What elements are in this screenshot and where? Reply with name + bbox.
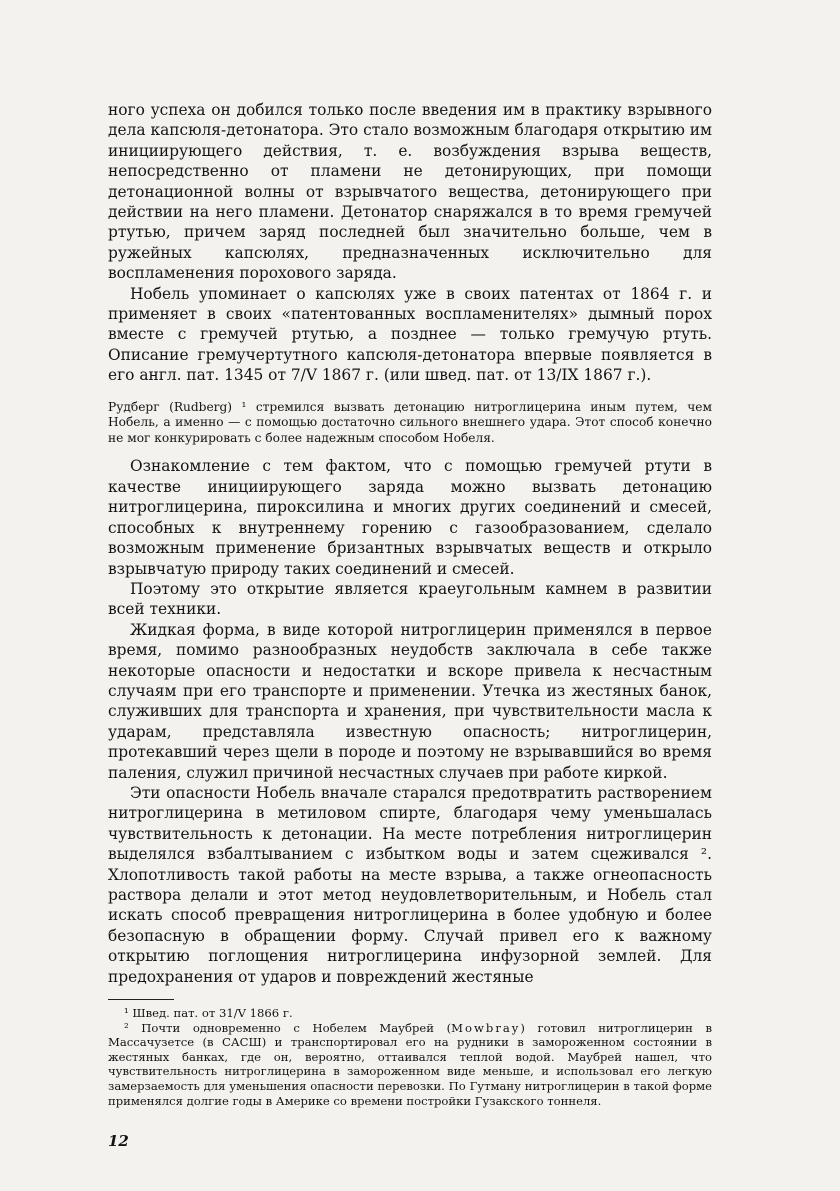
footnote-2-end: ) готовил нитроглицерин в Массачузетсе (в САСШ) и транспортировал его на рудники в замороженном состоянии в жестяных банках, где он, вероятно, оттаивался теплой водой. Маубрей нашел, что чувствительность нитроглицерина в замороженном виде меньше, и использовал его легкую замерзаемость для уменьшения опасности перевозки. По Гутману нитроглицерин в такой форме применялся долгие годы в Америке со времени постройки Гузакского тоннеля. bbox=[108, 1020, 712, 1108]
page-number: 12 bbox=[108, 1132, 129, 1150]
footnote-1: ¹ Швед. пат. от 31/V 1866 г. bbox=[124, 1006, 293, 1021]
paragraph-6: Эти опасности Нобель вначале старался предотвратить растворением нитроглицерина в метиловом спирте, благодаря чему уменьшалась чувствительность к детонации. На месте потребления нитроглицерин выделялся взбалтыванием с избытком воды и затем сцеживался ². Хлопотливость такой работы на месте взрыва, а также огнеопасность раствора делали и этот метод неудовлетворительным, и Нобель стал искать способ превращения нитроглицерина в более удобную и более безопасную в обращении форму. Случай привел его к важному открытию поглощения нитроглицерина инфузорной землей. Для предохранения от ударов и повреждений жестяные bbox=[108, 783, 712, 986]
footnote-divider bbox=[108, 999, 174, 1000]
main-text bbox=[108, 100, 712, 1108]
paragraph-2: Нобель упоминает о капсюлях уже в своих патентах от 1864 г. и применяет в своих «патентованных воспламенителях» дымный порох вместе с гремучей ртутью, а позднее — только гремучую ртуть. Описание гремучертутного капсюля-детонатора впервые появляется в его англ. пат. 1345 от 7/V 1867 г. (или швед. пат. от 13/IX 1867 г.). bbox=[108, 284, 712, 385]
footnote-2-start: ² Почти одновременно с Нобелем Маубрей ( bbox=[124, 1020, 452, 1035]
inset-note: Рудберг (Rudberg) ¹ стремился вызвать детонацию нитроглицерина иным путем, чем Нобель, а именно — с помощью достаточно сильного внешнего удара. Этот способ конечно не мог конкурировать с более надежным способом Нобеля. bbox=[108, 399, 712, 445]
paragraph-3: Ознакомление с тем фактом, что с помощью гремучей ртути в качестве инициирующего заряда можно вызвать детонацию нитроглицерина, пироксилина и многих других соединений и смесей, способных к внутреннему горению с газообразованием, сделало возможным применение бризантных взрывчатых веществ и открыло взрывчатую природу таких соединений и смесей. bbox=[108, 457, 712, 578]
footnote-2-name: Mowbray bbox=[451, 1020, 521, 1035]
paragraph-5: Жидкая форма, в виде которой нитроглицерин применялся в первое время, помимо разнообразных неудобств заключала в себе также некоторые опасности и недостатки и вскоре привела к несчастным случаям при его транспорте и применении. Утечка из жестяных банок, служивших для транспорта и хранения, при чувствительности масла к ударам, представляла известную опасность; нитроглицерин, протекавший через щели в породе и поэтому не взрывавшийся во время паления, служил причиной несчастных случаев при работе киркой. bbox=[108, 620, 712, 782]
paragraph-1: ного успеха он добился только после введения им в практику взрывного дела капсюля-детонатора. Это стало возможным благодаря открытию им инициирующего действия, т. е. возбуждения взрыва веществ, непосредственно от пламени не детонирующих, при помощи детонационной волны от взрывчатого вещества, детонирующего при действии на него пламени. Детонатор снаряжался в то время гремучей ртутью, причем заряд последней был значительно больше, чем в ружейных капсюлях, предназначенных исключительно для воспламенения порохового заряда. bbox=[108, 101, 712, 283]
paragraph-4: Поэтому это открытие является краеугольным камнем в развитии всей техники. bbox=[108, 579, 712, 619]
footnote-2 bbox=[108, 1021, 712, 1109]
